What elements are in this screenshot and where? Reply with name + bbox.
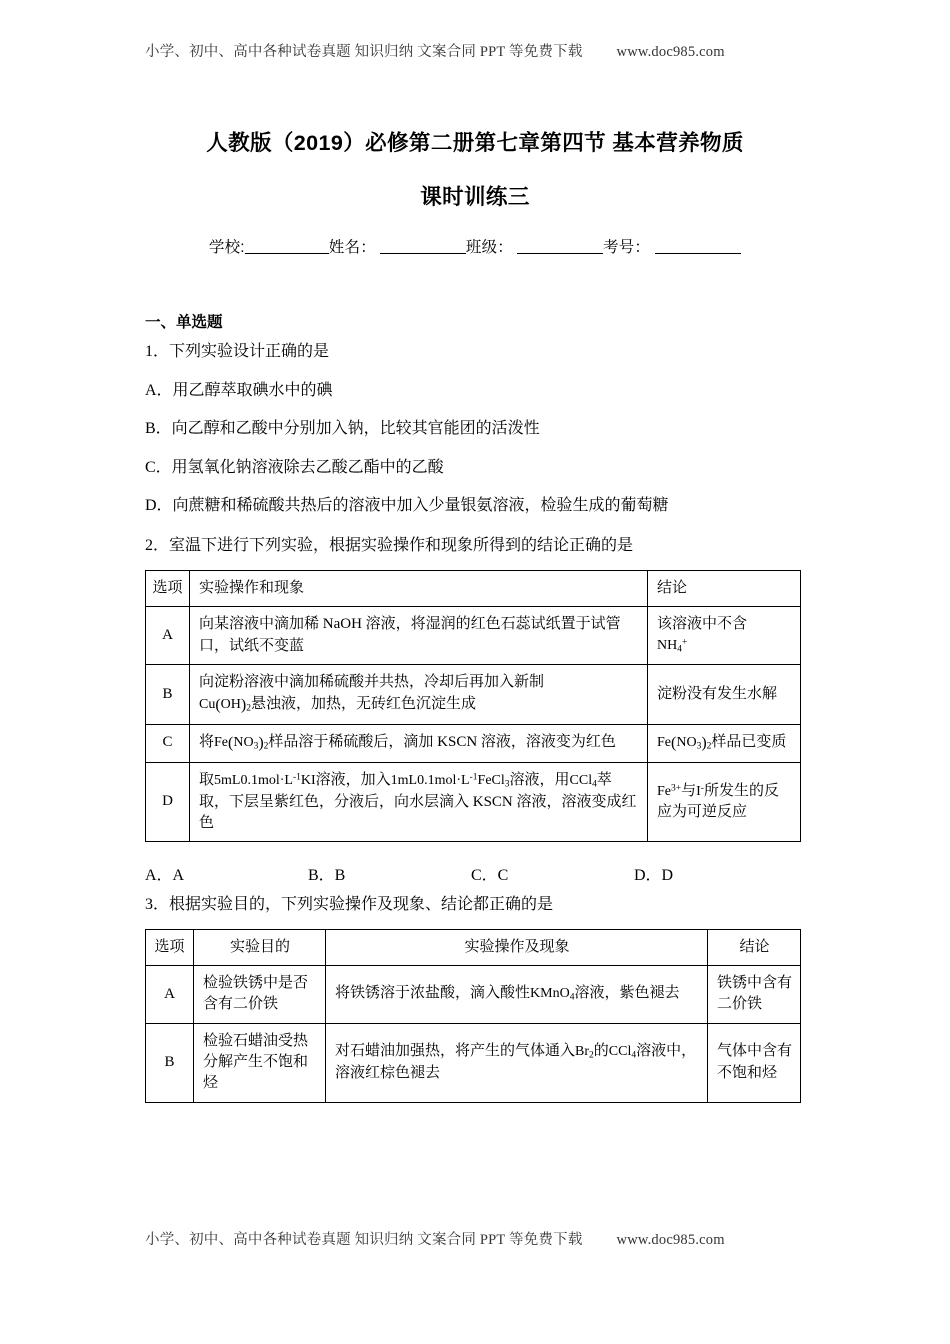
t1-header-operation: 实验操作和现象: [190, 570, 648, 606]
t1-row-d-operation: [190, 762, 648, 842]
running-header-url: www.doc985.com: [616, 44, 725, 60]
t1-row-c-option: C: [146, 724, 190, 762]
t2-row-b-operation-pre: 对石蜡油加强热，将产生的气体通入: [335, 1043, 576, 1059]
document-content: [145, 0, 805, 1103]
t1-row-d-conclusion-post: 所发生的反应为可逆反应: [657, 782, 779, 820]
page-title-line2: 课时训练三: [420, 184, 530, 209]
school-blank[interactable]: [245, 253, 329, 254]
exam-no-blank[interactable]: [655, 253, 741, 254]
question-2-answer-c: C．C: [471, 867, 509, 885]
question-2-stem: 2．室温下进行下列实验，根据实验操作和现象所得到的结论正确的是: [145, 536, 634, 554]
t1-row-d-conclusion: [648, 762, 801, 842]
carbon-tetrachloride-formula: CCl$_4$: [608, 1044, 637, 1061]
table-row: [146, 1023, 801, 1102]
t2-row-b-operation: [326, 1023, 708, 1102]
t2-row-b-operation-post: 溶液中，溶液红棕色褪去: [335, 1043, 697, 1082]
t2-header-option: 选项: [146, 929, 194, 965]
page-title-line1: 人教版（2019）必修第二册第七章第四节 基本营养物质: [206, 131, 744, 155]
table-row: [146, 966, 801, 1024]
section-heading: 一、单选题: [145, 314, 223, 331]
t1-row-a-option: A: [146, 606, 190, 664]
t1-row-c-operation: [190, 724, 648, 762]
t2-row-b-option: B: [146, 1023, 194, 1102]
iron-ii-nitrate-formula: $Fe(NO_3)_2$: [214, 733, 269, 752]
t1-row-a-operation: [190, 606, 648, 664]
t2-header-purpose: 实验目的: [194, 929, 326, 965]
t1-row-d-operation-mid2: 溶液，用: [509, 771, 570, 788]
name-label: 姓名：: [328, 239, 376, 256]
t1-row-a-operation-text: 向某溶液中滴加稀 NaOH 溶液，将湿润的红色石蕊试纸置于试管口，试纸不变蓝: [199, 616, 621, 654]
ki-solution-formula: $5mL0.1mol\cdot L^{-1}KI$: [214, 772, 316, 788]
potassium-permanganate-formula: KMnO$_4$: [530, 986, 575, 1004]
ammonium-ion-formula: $NH_4^+$: [657, 637, 688, 655]
t1-header-option: 选项: [146, 570, 190, 606]
t1-row-c-conclusion-post: 样品已变质: [711, 733, 787, 750]
question-2-table: [145, 570, 801, 843]
t2-row-b-operation-mid: 的: [593, 1043, 609, 1059]
question-2-answers: [145, 862, 805, 885]
t1-row-b-operation-pre: 向淀粉溶液中滴加稀硫酸并共热，冷却后再加入新制: [199, 674, 545, 691]
carbon-tetrachloride-formula: CCl$_4$: [569, 772, 597, 790]
class-label: 班级：: [465, 239, 514, 256]
t1-row-c-conclusion: [648, 724, 801, 762]
t1-header-conclusion: 结论: [648, 570, 801, 606]
table-row: [146, 606, 801, 664]
t2-row-a-purpose: 检验铁锈中是否含有二价铁: [194, 966, 326, 1024]
running-header-text: 小学、初中、高中各种试卷真题 知识归纳 文案合同 PPT 等免费下载: [145, 44, 583, 60]
fecl3-solution-formula: $1mL0.1mol\cdot L^{-1}FeCl_3$: [390, 772, 510, 790]
t1-row-a-conclusion: [648, 606, 801, 664]
t1-row-c-operation-pre: 将: [199, 733, 215, 750]
table-row: [146, 724, 801, 762]
t1-row-d-conclusion-mid: 与: [681, 782, 697, 799]
t1-row-b-conclusion: 淀粉没有发生水解: [648, 665, 801, 724]
iodide-ion-formula: I-: [696, 783, 704, 799]
question-1-option-b: B．向乙醇和乙酸中分别加入钠，比较其官能团的活泼性: [145, 420, 540, 438]
question-2-answer-b: B．B: [308, 867, 346, 885]
question-3-table: [145, 929, 801, 1103]
table-header-row: [146, 929, 801, 965]
t2-row-a-conclusion: 铁锈中含有二价铁: [708, 966, 801, 1024]
t1-row-d-option: D: [146, 762, 190, 842]
student-info-line: [145, 235, 805, 257]
t1-row-d-operation-pre: 取: [199, 771, 215, 788]
t1-row-d-operation-post: 萃取，下层呈紫红色，分液后，向水层滴入 KSCN 溶液，溶液变成红色: [199, 771, 637, 831]
question-2-answer-a: A．A: [145, 867, 185, 885]
running-footer: [0, 1228, 950, 1249]
t2-row-a-operation: [326, 966, 708, 1024]
t1-row-b-operation-post: 悬浊液，加热，无砖红色沉淀生成: [250, 695, 476, 712]
t2-row-b-conclusion: 气体中含有不饱和烃: [708, 1023, 801, 1102]
t2-row-b-purpose: 检验石蜡油受热分解产生不饱和烃: [194, 1023, 326, 1102]
t1-row-d-operation-mid: 溶液，加入: [315, 771, 391, 788]
school-label: 学校:: [208, 239, 245, 256]
exam-no-label: 考号：: [603, 239, 651, 256]
table-row: [146, 665, 801, 724]
question-1-option-a: A．用乙醇萃取碘水中的碘: [145, 381, 333, 399]
bromine-formula: $Br_2$: [575, 1044, 594, 1061]
t1-row-a-conclusion-text: 该溶液中不含: [657, 615, 748, 632]
running-footer-url: www.doc985.com: [616, 1232, 725, 1248]
t1-row-c-operation-post: 样品溶于稀硫酸后，滴加 KSCN 溶液，溶液变为红色: [268, 733, 616, 750]
t2-header-operation: 实验操作及现象: [326, 929, 708, 965]
class-blank[interactable]: [517, 253, 603, 254]
t2-header-conclusion: 结论: [708, 929, 801, 965]
t2-row-a-option: A: [146, 966, 194, 1024]
name-blank[interactable]: [380, 253, 466, 254]
question-1-stem: 1．下列实验设计正确的是: [145, 343, 330, 360]
question-2-answer-d: D．D: [634, 867, 674, 885]
running-footer-text: 小学、初中、高中各种试卷真题 知识归纳 文案合同 PPT 等免费下载: [145, 1232, 583, 1248]
question-3-stem: 3．根据实验目的，下列实验操作及现象、结论都正确的是: [145, 896, 554, 914]
copper-hydroxide-formula: $Cu(OH)_2$: [199, 695, 251, 714]
t1-row-b-operation: [190, 665, 648, 724]
question-1-option-c: C．用氢氧化钠溶液除去乙酸乙酯中的乙酸: [145, 458, 444, 476]
question-1-option-d: D．向蔗糖和稀硫酸共热后的溶液中加入少量银氨溶液，检验生成的葡萄糖: [145, 497, 669, 515]
table-header-row: [146, 570, 801, 606]
table-row: [146, 762, 801, 842]
t2-row-a-operation-post: 溶液，紫色褪去: [574, 985, 680, 1002]
t2-row-a-operation-pre: 将铁锈溶于浓盐酸，滴入酸性: [335, 985, 531, 1002]
iron-iii-ion-formula: $Fe^{3+}$: [657, 783, 682, 799]
iron-ii-nitrate-formula: $Fe(NO_3)_2$: [657, 733, 712, 752]
t1-row-b-option: B: [146, 665, 190, 724]
